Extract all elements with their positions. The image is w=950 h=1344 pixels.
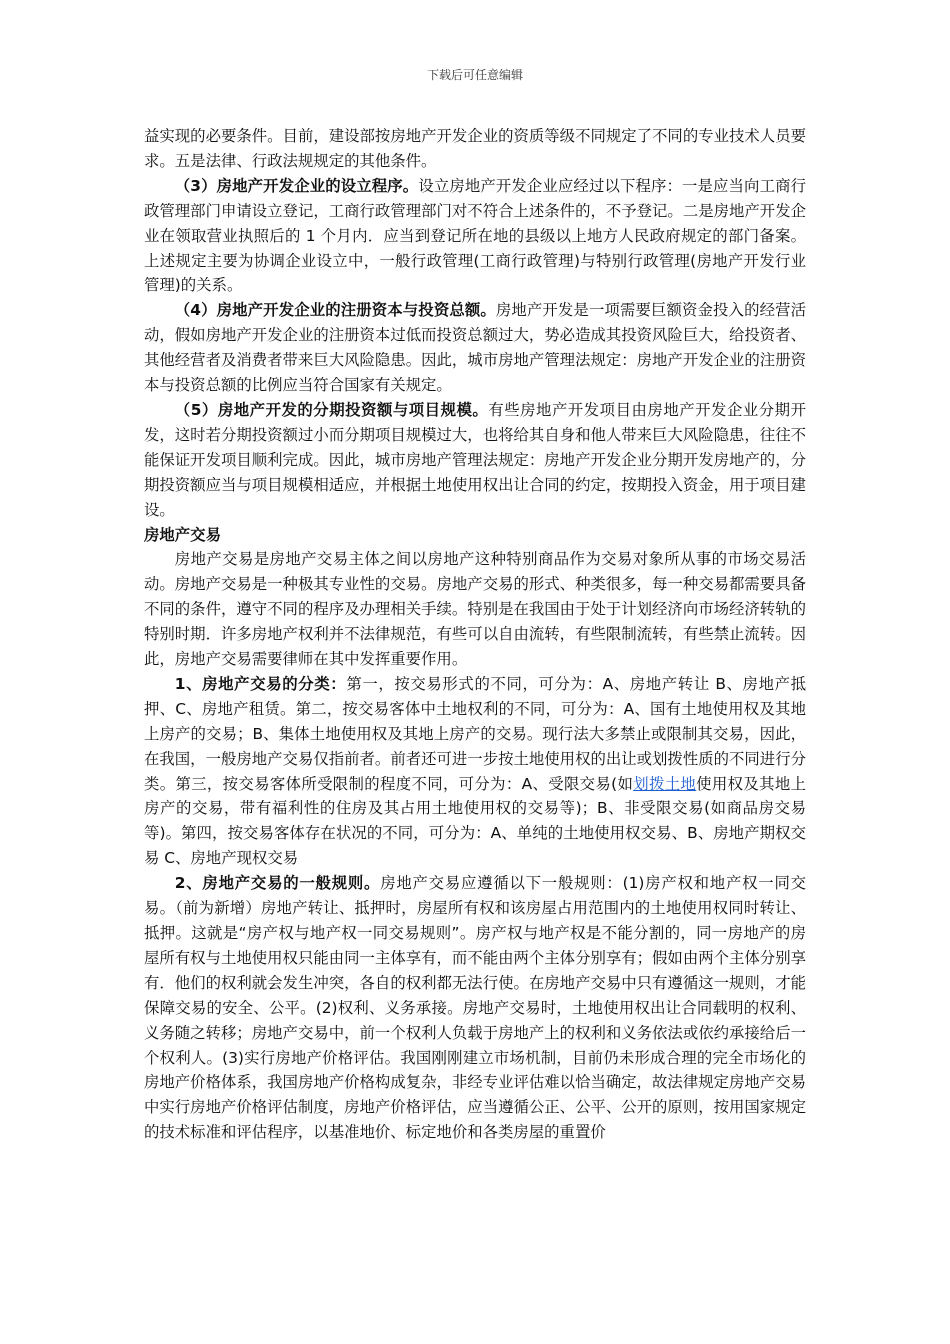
paragraph-registered-capital <box>144 298 806 398</box>
paragraph-title: （4）房地产开发企业的注册资本与投资总额。 <box>174 301 496 320</box>
paragraph-title: （3）房地产开发企业的设立程序。 <box>174 176 419 195</box>
paragraph-text: 使用权及其地上房产的交易，带有福利性的住房及其占用土地使用权的交易等)；B、非受限交易(如商品房交易等)。第四，按交易客体存在状况的不同，可分为：A、单纯的土地使用权交易、B、房地产期权交易 C、房地产现权交易 <box>144 774 806 868</box>
paragraph-text: 房地产交易应遵循以下一般规则：(1)房产权和地产权一同交易。（前为新增）房地产转让、抵押时，房屋所有权和该房屋占用范围内的土地使用权同时转让、抵押。这就是“房产权与地产权一同交易规则”。房产权与地产权是不能分割的，同一房地产的房屋所有权与土地使用权只能由同一主体享有，而不能由两个主体分别享有；假如由两个主体分别享有．他们的权利就会发生冲突，各自的权利都无法行使。在房地产交易中只有遵循这一规则，才能保障交易的安全、公平。(2)权利、义务承接。房地产交易时，土地使用权出让合同载明的权利、义务随之转移；房地产交易中，前一个权利人负载于房地产上的权利和义务依法或依约承接给后一个权利人。(3)实行房地产价格评估。我国刚刚建立市场机制，目前仍未形成合理的完全市场化的房地产价格体系，我国房地产价格构成复杂，非经专业评估难以恰当确定，故法律规定房地产交易中实行房地产价格评估制度，房地产价格评估，应当遵循公正、公平、公开的原则，按用国家规定的技术标准和评估程序，以基准地价、标定地价和各类房屋的重置价 <box>144 874 806 1142</box>
document-body <box>144 124 806 1145</box>
paragraph-transaction-intro: 房地产交易是房地产交易主体之间以房地产这种特别商品作为交易对象所从事的市场交易活动。房地产交易是一种极其专业性的交易。房地产交易的形式、种类很多，每一种交易都需要具备不同的条件，遵守不同的程序及办理相关手续。特别是在我国由于处于计划经济向市场经济转轨的特别时期．许多房地产权利并不法律规范，有些可以自由流转，有些限制流转，有些禁止流转。因此，房地产交易需要律师在其中发挥重要作用。 <box>144 550 806 669</box>
paragraph-setup-procedure <box>144 174 806 299</box>
paragraph-continuation: 益实现的必要条件。目前，建设部按房地产开发企业的资质等级不同规定了不同的专业技术人员要求。五是法律、行政法规规定的其他条件。 <box>144 127 806 170</box>
paragraph-title: （5）房地产开发的分期投资额与项目规模。 <box>174 400 489 419</box>
paragraph-text: 设立房地产开发企业应经过以下程序：一是应当向工商行政管理部门申请设立登记，工商行政管理部门对不符合上述条件的，不予登记。二是房地产开发企业在领取营业执照后的 1 个月内．应当到登记所在地的县级以上地方人民政府规定的部门备案。上述规定主要为协调企业设立中，一般行政管理(工商行政管理)与特别行政管理(房地产开发行业管理)的关系。 <box>144 176 806 295</box>
page-header: 下载后可任意编辑 <box>426 68 523 82</box>
paragraph-text: 有些房地产开发项目由房地产开发企业分期开发，这时若分期投资额过小而分期项目规模过大，也将给其自身和他人带来巨大风险隐患，往往不能保证开发项目顺利完成。因此，城市房地产管理法规定：房地产开发企业分期开发房地产的，分期投资额应当与项目规模相适应，并根据土地使用权出让合同的约定，按期投入资金，用于项目建设。 <box>144 400 806 519</box>
allocated-land-link[interactable]: 划拨土地 <box>633 774 697 793</box>
paragraph-title: 1、房地产交易的分类： <box>174 674 347 693</box>
paragraph-text: 房地产开发是一项需要巨额资金投入的经营活动，假如房地产开发企业的注册资本过低而投资总额过大，势必造成其投资风险巨大，给投资者、其他经营者及消费者带来巨大风险隐患。因此，城市房地产管理法规定：房地产开发企业的注册资本与投资总额的比例应当符合国家有关规定。 <box>144 301 806 395</box>
paragraph-general-rules <box>144 871 806 1145</box>
paragraph-text: 第一，按交易形式的不同，可分为：A、房地产转让 B、房地产抵押、C、房地产租赁。第二，按交易客体中土地权利的不同，可分为：A、国有土地使用权及其地上房产的交易；B、集体土地使用权及其地上房产的交易。现行法大多禁止或限制其交易，因此，在我国，一般房地产交易仅指前者。前者还可进一步按土地使用权的出让或划拨性质的不同进行分类。第三，按交易客体所受限制的程度不同，可分为：A、受限交易(如 <box>144 674 806 793</box>
section-heading: 房地产交易 <box>144 525 221 544</box>
paragraph-phased-investment <box>144 398 806 523</box>
paragraph-transaction-classification <box>144 672 806 871</box>
paragraph-title: 2、房地产交易的一般规则。 <box>174 874 381 893</box>
